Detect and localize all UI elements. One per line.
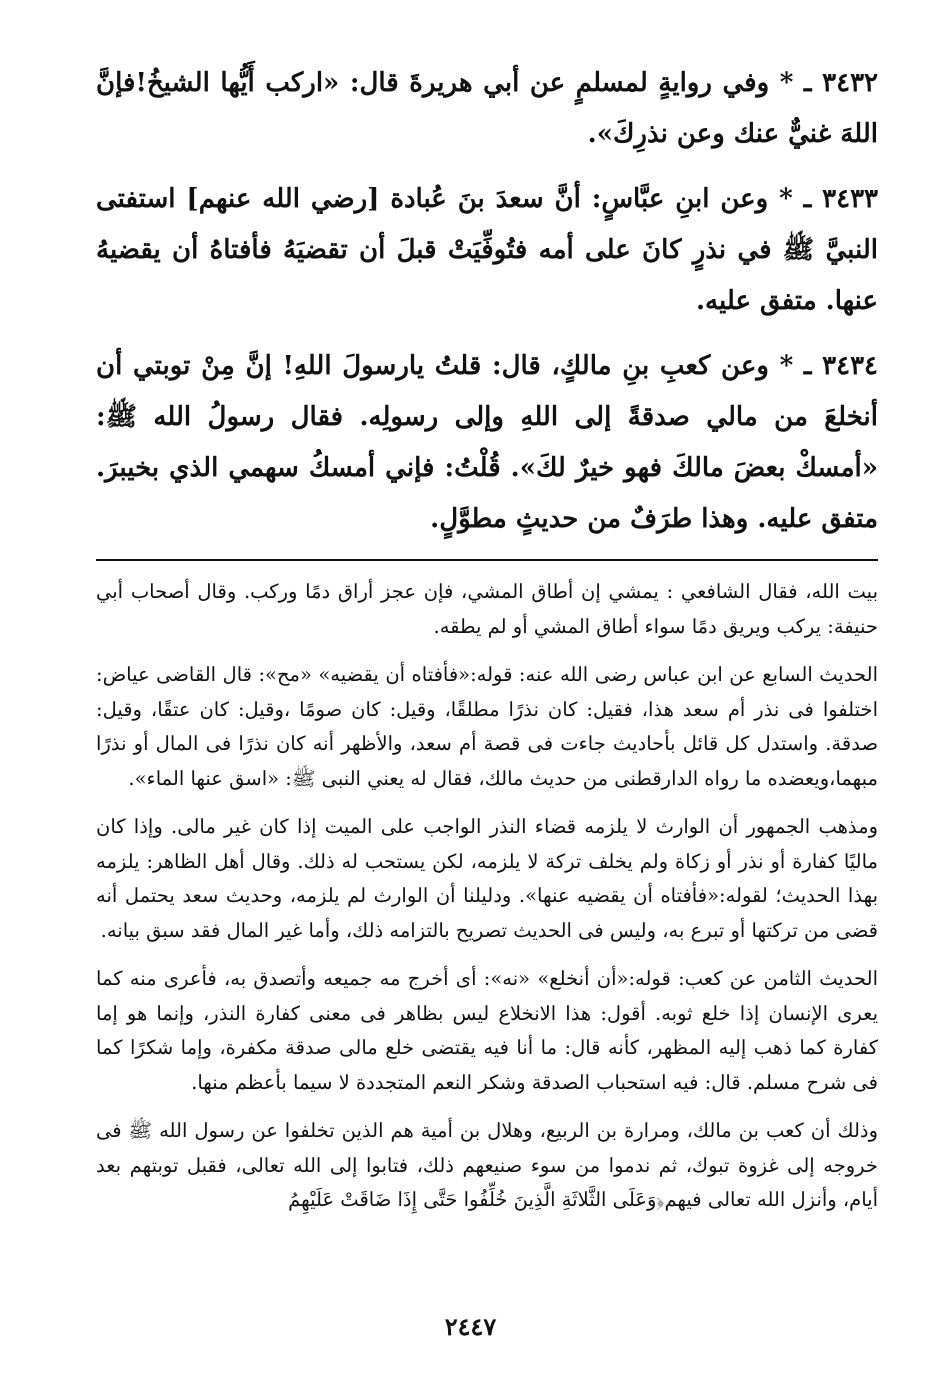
hadith-3432: ٣٤٣٢ ـ * وفي روايةٍ لمسلمٍ عن أبي هريرةَ قال: «اركب أَيُّها الشيخُ!فإنَّ اللهَ غنيٌّ عنك وعن نذرِكَ».	[96, 68, 878, 149]
commentary-paragraph: وذلك أن كعب بن مالك، ومرارة بن الربيع، وهلال بن أمية هم الذين تخلفوا عن رسول الله ﷺ فى خروجه إلى غزوة تبوك، ثم ندموا من سوء صنيعهم ذلك، فتابوا إلى الله تعالى، فقبل توبتهم بعد أيام، وأنزل الله تعالى فيهم﴿وَعَلَى الثَّلاثَةِ الَّذِينَ خُلِّفُوا حَتَّى إِذَا ضَاقَتْ عَلَيْهِمُ	[96, 1119, 878, 1211]
page-body	[96, 58, 878, 1232]
page-number: ٢٤٤٧	[444, 1312, 497, 1341]
hadith-3433: ٣٤٣٣ ـ * وعن ابنِ عبَّاسٍ: أنَّ سعدَ بنَ عُبادة [رضي الله عنهم] استفتى النبيَّ ﷺ في نذرٍ كانَ على أمه فتُوفِّيَتْ قبلَ أن تقضيَهُ فأفتاهُ أن يقضيهُ عنها. متفق عليه.	[96, 184, 878, 316]
commentary-paragraph: الحديث الثامن عن كعب: قوله:«أن أنخلع» «نه»: أى أخرج مه جميعه وأتصدق به، فأعرى منه كما يعرى الإنسان إذا خلع ثوبه. أقول: هذا الانخلاع ليس بظاهر فى معنى كفارة النذر، وإنما هو إما كفارة كما ذهب إليه المظهر، كأنه قال: ما أنا فيه يقتضى خلع مالى صدقة مكفرة، وإما شكرًا كما فى شرح مسلم. قال: فيه استحباب الصدقة وشكر النعم المتجددة لا سيما بأعظم منها.	[96, 967, 878, 1094]
commentary-paragraph: ومذهب الجمهور أن الوارث لا يلزمه قضاء النذر الواجب على الميت إذا كان غير مالى. وإذا كان ماليًا كفارة أو نذر أو زكاة ولم يخلف تركة لا يلزمه، لكن يستحب له ذلك. وقال أهل الظاهر: يلزمه بهذا الحديث؛ لقوله:«فأفتاه أن يقضيه عنها». ودليلنا أن الوارث لم يلزمه، وحديث سعد يحتمل أنه قضى من تركتها أو تبرع به، وليس فى الحديث تصريح بالتزامه ذلك، وأما غير المال فقد سبق بيانه.	[96, 815, 878, 942]
commentary-paragraph: الحديث السابع عن ابن عباس رضى الله عنه: قوله:«فأفتاه أن يقضيه» «مح»: قال القاضى عياض: اختلفوا فى نذر أم سعد هذا، فقيل: كان نذرًا مطلقًا، وقيل: كان صومًا ،وقيل: كان عتقًا، وقيل: صدقة. واستدل كل قائل بأحاديث جاءت فى قصة أم سعد، والأظهر أنه كان نذرًا فى المال أو نذرًا مبهما،ويعضده ما رواه الدارقطنى من حديث مالك، فقال له يعني النبى ﷺ: «اسق عنها الماء».	[96, 663, 878, 790]
commentary-paragraph: بيت الله، فقال الشافعي : يمشي إن أطاق المشي، فإن عجز أراق دمًا وركب. وقال أصحاب أبي حنيفة: يركب ويريق دمًا سواء أطاق المشي أو لم يطقه.	[96, 580, 878, 638]
footnote-divider	[96, 559, 878, 561]
hadith-3434: ٣٤٣٤ ـ * وعن كعبِ بنِ مالكٍ، قال: قلتُ يارسولَ اللهِ! إنَّ مِنْ توبتي أن أنخلعَ من مالي صدقةً إلى اللهِ وإلى رسولِه. فقال رسولُ الله ﷺ: «أمسكْ بعضَ مالكَ فهو خيرٌ لكَ». قُلْتُ: فإني أمسكُ سهمي الذي بخيبرَ. متفق عليه. وهذا طرَفٌ من حديثٍ مطوَّلٍ.	[96, 351, 878, 534]
